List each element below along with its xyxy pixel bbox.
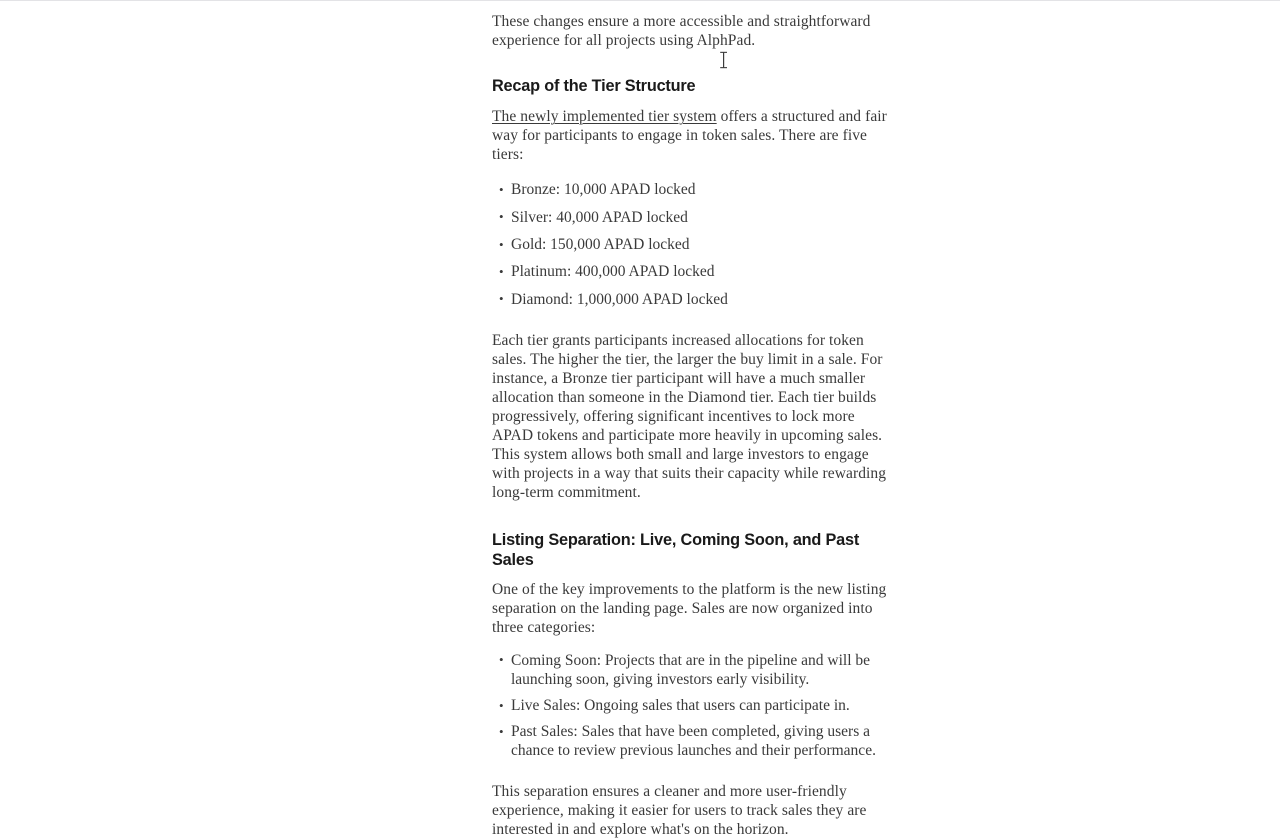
sales-category-list (492, 651, 890, 760)
tier-explanation-paragraph: Each tier grants participants increased allocations for token sales. The higher the tier, the larger the buy limit in a sale. For instance, a Bronze tier participant will have a much smaller allocation than someone in the Diamond tier. Each tier builds progressively, offering significant incentives to lock more APAD tokens and participate more heavily in upcoming sales. This system allows both small and large investors to engage with projects in a way that suits their capacity while rewarding long-term commitment. (492, 331, 887, 502)
tier-section-lead-paragraph (492, 107, 890, 164)
intro-paragraph: These changes ensure a more accessible and straightforward experience for all projects using AlphPad. (492, 13, 871, 50)
list-item: • Gold: 150,000 APAD locked (492, 235, 890, 254)
tier-system-link[interactable]: The newly implemented tier system (492, 108, 717, 126)
closing-paragraph: This separation ensures a cleaner and more user-friendly experience, making it easier for users to track sales they are interested in and explore what's on the horizon. (492, 783, 867, 839)
list-item: • Diamond: 1,000,000 APAD locked (492, 290, 890, 309)
heading-listing-separation: Listing Separation: Live, Coming Soon, and Past Sales (492, 530, 860, 569)
list-item: • Platinum: 400,000 APAD locked (492, 262, 890, 281)
tier-list (492, 180, 890, 308)
tier-section-lead-rest: offers a structured and fair way for participants to engage in token sales. There are five tiers: (492, 108, 887, 164)
list-item: • Live Sales: Ongoing sales that users can participate in. (492, 696, 890, 715)
list-item: • Coming Soon: Projects that are in the pipeline and will be launching soon, giving investors early visibility. (492, 651, 890, 689)
list-item: • Bronze: 10,000 APAD locked (492, 180, 890, 199)
listing-lead-paragraph: One of the key improvements to the platform is the new listing separation on the landing page. Sales are now organized into three categories: (492, 580, 887, 636)
article-content (492, 0, 890, 840)
heading-recap-of-the-tier-structure: Recap of the Tier Structure (492, 77, 696, 96)
list-item: • Silver: 40,000 APAD locked (492, 208, 890, 227)
list-item: • Past Sales: Sales that have been completed, giving users a chance to review previous launches and their performance. (492, 722, 890, 760)
